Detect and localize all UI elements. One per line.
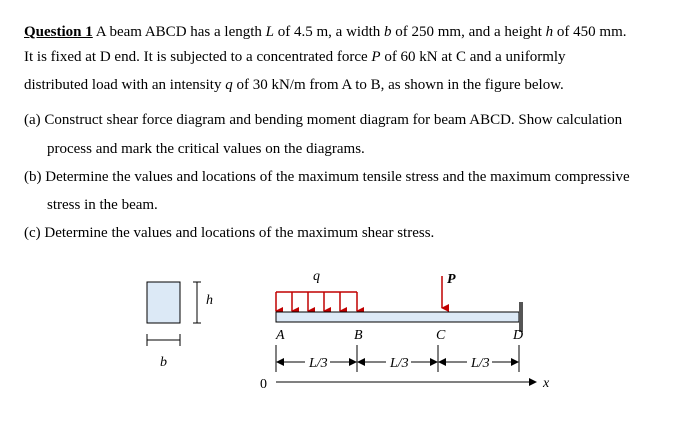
- question-title: Question 1: [24, 24, 93, 40]
- text-segment: A beam ABCD has a length: [92, 24, 266, 40]
- text-segment-shear: shear: [361, 225, 394, 241]
- cross-section-rect: [147, 282, 180, 323]
- text-segment: of 250 mm, and a height: [391, 24, 546, 40]
- segment-label-1: L/3: [309, 356, 328, 371]
- segment-label-2: L/3: [390, 356, 409, 371]
- symbol-q: q: [225, 77, 233, 93]
- x-axis-label: x: [543, 376, 550, 391]
- part-b-line-2: stress in the beam.: [47, 197, 158, 213]
- text-segment: . It is subjected to a concentrated force: [136, 49, 372, 65]
- part-a-line-1: (a) Construct shear force diagram and bending moment diagram for beam ABCD. Show calculation: [24, 112, 623, 128]
- b-label: b: [160, 355, 167, 370]
- distributed-load: [276, 269, 357, 311]
- dimension-lines: [276, 345, 519, 372]
- point-label-C: C: [436, 328, 446, 343]
- text-segment: of 4.5 m, a width: [274, 24, 385, 40]
- point-label-A: A: [276, 328, 285, 343]
- text-segment: of 30 kN/m from A to B, as shown in the figure below.: [232, 77, 564, 93]
- P-label: P: [447, 272, 456, 287]
- part-b-line-1: (b) Determine the values and locations of the maximum tensile stress and the maximum compressive: [24, 169, 630, 185]
- part-a-line-2: process and mark the critical values on the diagrams.: [47, 141, 365, 157]
- point-load: [442, 272, 456, 308]
- cross-section: [147, 282, 213, 370]
- text-segment-end: end: [114, 49, 137, 65]
- origin-label: 0: [260, 377, 267, 392]
- x-axis: [260, 376, 550, 392]
- text-segment: of 450 mm.: [553, 24, 627, 40]
- text-segment: of 60 kN at C and a uniformly: [380, 49, 566, 65]
- beam: [276, 312, 519, 322]
- point-label-D: D: [513, 328, 524, 343]
- q-label: q: [313, 269, 320, 284]
- h-label: h: [206, 293, 213, 308]
- segment-label-3: L/3: [471, 356, 490, 371]
- point-label-B: B: [354, 328, 363, 343]
- text-segment: (c) Determine the values and locations of the maximum: [24, 225, 362, 241]
- text-segment: distributed load with an intensity: [24, 77, 226, 93]
- symbol-h: h: [545, 24, 554, 40]
- symbol-b: b: [384, 24, 392, 40]
- symbol-P: P: [371, 49, 381, 65]
- text-segment: It is fixed at D: [24, 49, 115, 65]
- text-segment: stress.: [393, 225, 435, 241]
- symbol-L: L: [265, 24, 275, 40]
